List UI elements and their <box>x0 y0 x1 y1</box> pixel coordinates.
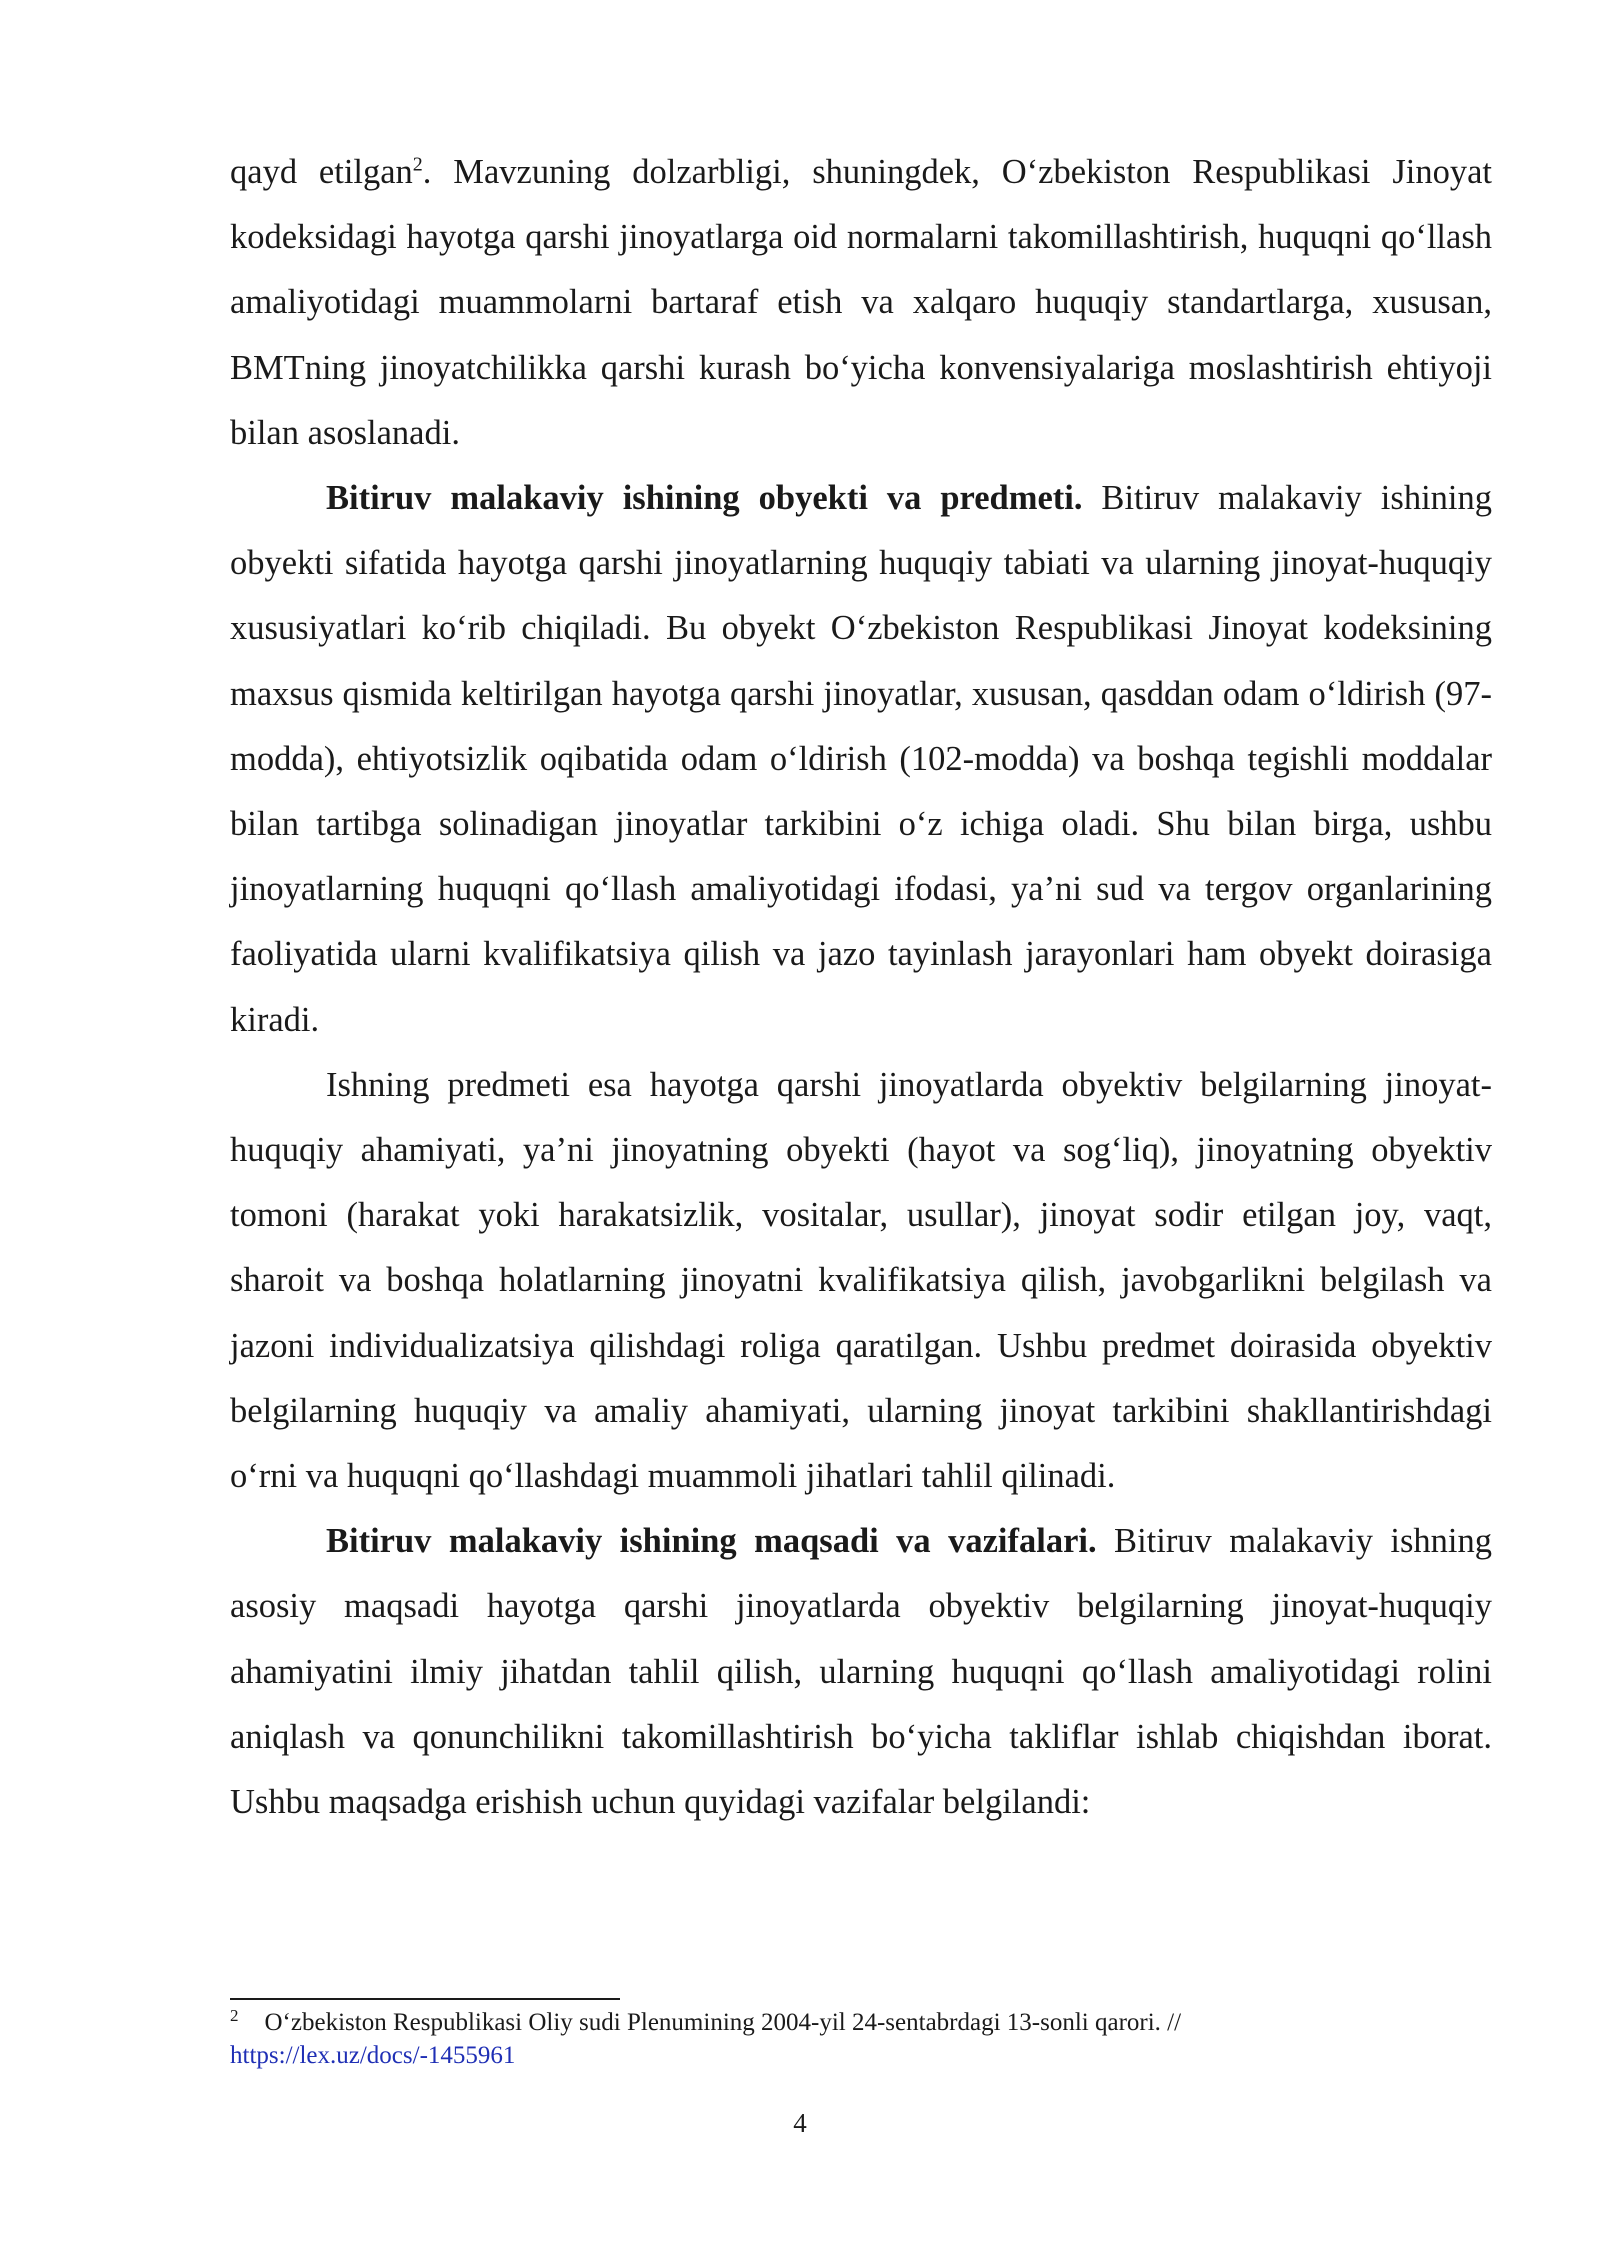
paragraph-subject <box>230 1053 1492 1509</box>
paragraph-text: Ishning predmeti esa hayotga qarshi jinoyatlarda obyektiv belgilarning jinoyat-huquqiy ahamiyati, ya’ni jinoyatning obyekti (hayot va sog‘liq), jinoyatning obyektiv tomoni (harakat yoki harakatsizlik, vositalar, usullar), jinoyat sodir etilgan joy, vaqt, sharoit va boshqa holatlarning jinoyatni kvalifikatsiya qilish, javobgarlikni belgilash va jazoni individualizatsiya qilishdagi roliga qaratilgan. Ushbu predmet doirasida obyektiv belgilarning huquqiy va amaliy ahamiyati, ularning jinoyat tarkibini shakllantirishdagi o‘rni va huquqni qo‘llashdagi muammoli jihatlari tahlil qilinadi. <box>230 1065 1492 1496</box>
footnote-reference[interactable]: 2 <box>412 153 423 176</box>
paragraph-text: Bitiruv malakaviy ishning asosiy maqsadi hayotga qarshi jinoyatlarda obyektiv belgilarning jinoyat-huquqiy ahamiyatini ilmiy jihatdan tahlil qilish, ularning huquqni qo‘llash amaliyotidagi rolini aniqlash va qonunchilikni takomillashtirish bo‘yicha takliflar ishlab chiqishdan iborat. Ushbu maqsadga erishish uchun quyidagi vazifalar belgilandi: <box>230 1522 1492 1822</box>
footnote <box>230 2006 1492 2072</box>
paragraph-text: . Mavzuning dolzarbligi, shuningdek, O‘zbekiston Respublikasi Jinoyat kodeksidagi hayotga qarshi jinoyatlarga oid normalarni takomillashtirish, huquqni qo‘llash amaliyotidagi muammolarni bartaraf etish va xalqaro huquqiy standartlarga, xususan, BMTning jinoyatchilikka qarshi kurash bo‘yicha konvensiyalariga moslashtirish ehtiyoji bilan asoslanadi. <box>230 153 1492 452</box>
footnote-mark: 2 <box>230 2005 239 2025</box>
section-heading-object: Bitiruv malakaviy ishining obyekti va predmeti. <box>326 479 1083 518</box>
paragraph-object-subject <box>230 466 1492 1053</box>
paragraph-text: Bitiruv malakaviy ishining obyekti sifatida hayotga qarshi jinoyatlarning huquqiy tabiati va ularning jinoyat-huquqiy xususiyatlari ko‘rib chiqiladi. Bu obyekt O‘zbekiston Respublikasi Jinoyat kodeksining maxsus qismida keltirilgan hayotga qarshi jinoyatlar, xususan, qasddan odam o‘ldirish (97-modda), ehtiyotsizlik oqibatida odam o‘ldirish (102-modda) va boshqa tegishli moddalar bilan tartibga solinadigan jinoyatlar tarkibini o‘z ichiga oladi. Shu bilan birga, ushbu jinoyatlarning huquqni qo‘llash amaliyotidagi ifodasi, ya’ni sud va tergov organlarining faoliyatida ularni kvalifikatsiya qilish va jazo tayinlash jarayonlari ham obyekt doirasiga kiradi. <box>230 479 1492 1039</box>
footnote-link[interactable]: https://lex.uz/docs/-1455961 <box>230 2042 516 2069</box>
footnote-text: O‘zbekiston Respublikasi Oliy sudi Plenumining 2004-yil 24-sentabrdagi 13-sonli qarori. // <box>264 2009 1182 2036</box>
page-number: 4 <box>793 2108 807 2138</box>
footnote-separator <box>230 1998 620 2000</box>
paragraph-relevance <box>230 140 1492 466</box>
paragraph-goals-tasks <box>230 1509 1492 1835</box>
section-heading-goals: Bitiruv malakaviy ishining maqsadi va vazifalari. <box>326 1522 1097 1561</box>
document-body <box>230 140 1492 1835</box>
paragraph-lead: qayd etilgan <box>230 153 413 191</box>
